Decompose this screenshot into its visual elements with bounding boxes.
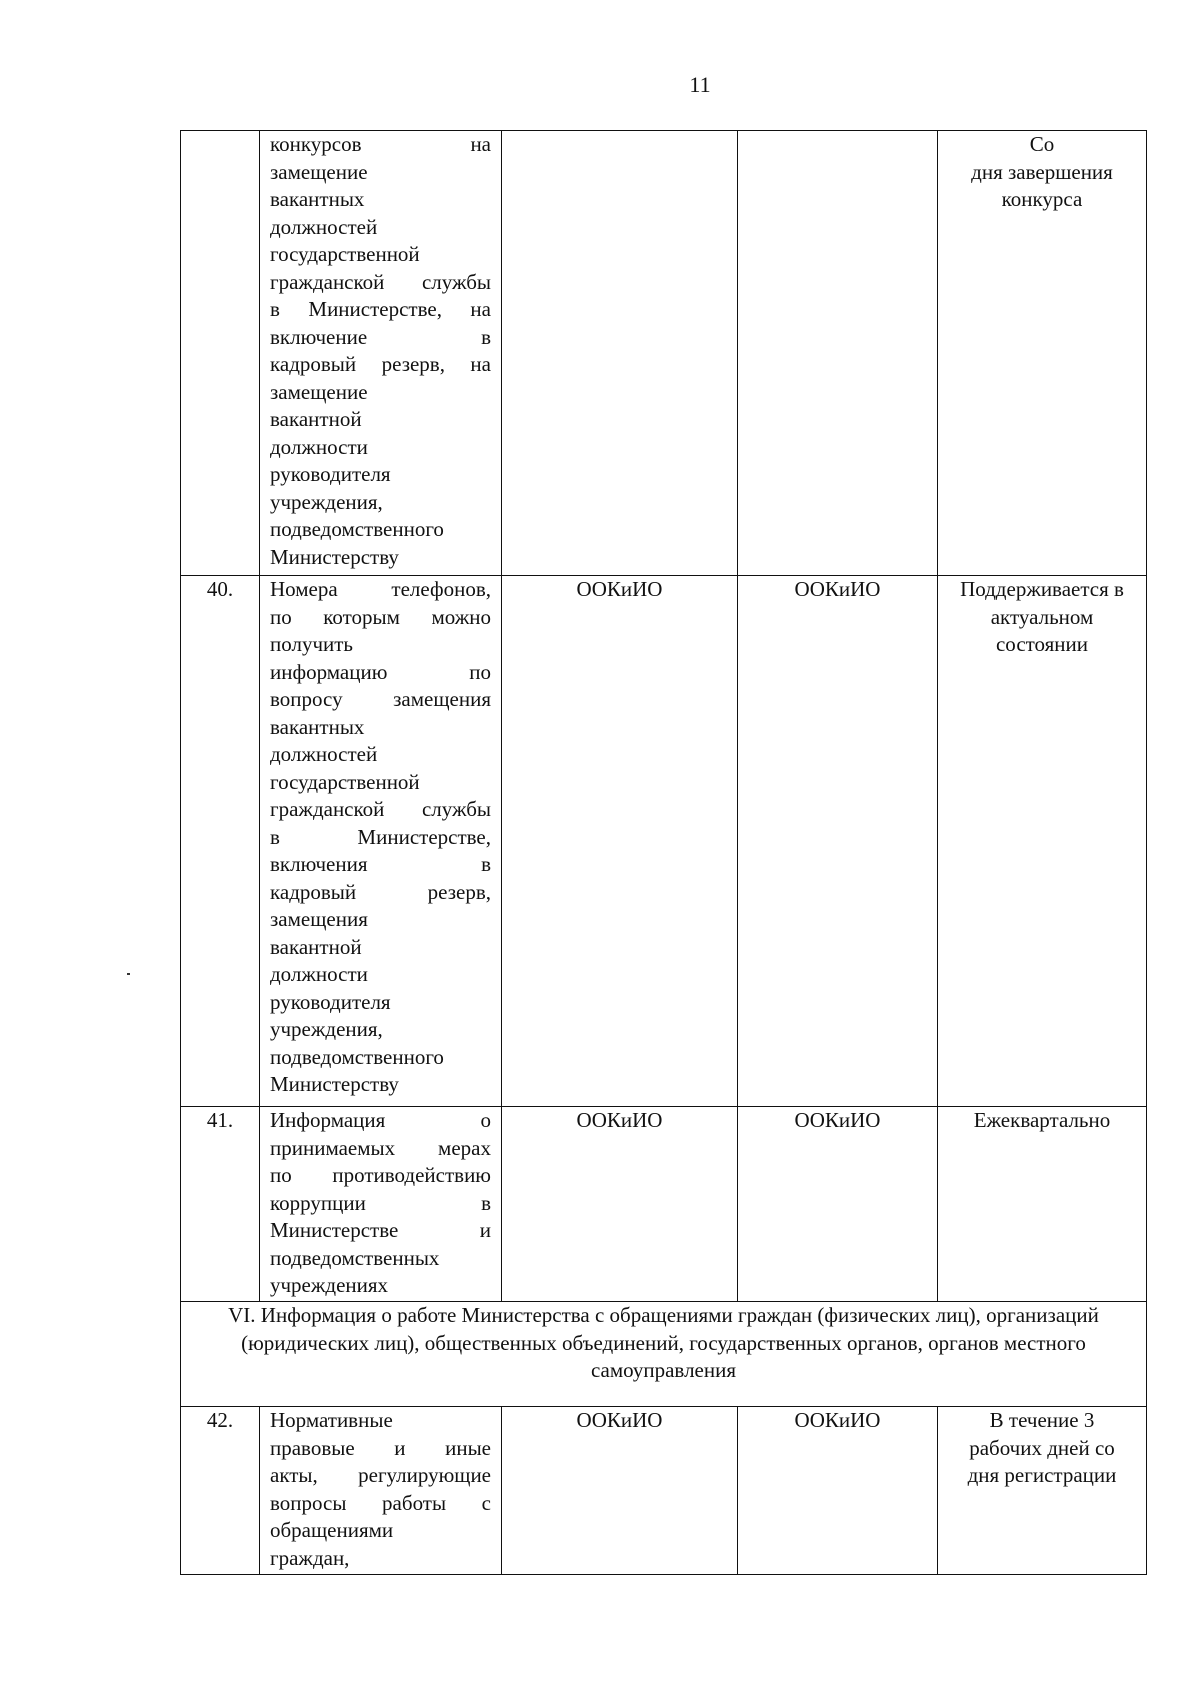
row-term [938, 131, 1147, 576]
description-line: обращениями [270, 1518, 394, 1542]
description-line: вакантных [270, 187, 365, 211]
description-line: Нормативные [270, 1408, 393, 1432]
description-line: Информация о [270, 1108, 491, 1132]
description-line: замещения [270, 907, 368, 931]
description-line: кадровый резерв, на [270, 352, 491, 376]
term-line: конкурса [1001, 187, 1083, 211]
row-term [938, 576, 1147, 1107]
description-line: по противодействию [270, 1163, 491, 1187]
term-line: состоянии [995, 632, 1089, 656]
row-term [938, 1407, 1147, 1575]
description-line: должностей [270, 214, 378, 239]
description-line: граждан, [270, 1545, 350, 1570]
row-controller: ООКиИО [738, 1107, 938, 1302]
description-line: гражданской службы [270, 269, 491, 294]
description-line: в Министерстве, [270, 824, 491, 849]
page-number: 11 [689, 72, 711, 97]
row-term [938, 1107, 1147, 1302]
term-line: актуальном [990, 604, 1094, 629]
row-description [260, 576, 502, 1107]
description-line: в Министерстве, на [270, 297, 491, 321]
description-line: подведомственных [270, 1245, 440, 1270]
row-executor [502, 131, 738, 576]
description-line: замещение [270, 379, 368, 404]
row-description [260, 131, 502, 576]
measures-table [180, 130, 1147, 1575]
description-line: вакантных [270, 714, 365, 739]
description-line: подведомственного [270, 1044, 444, 1069]
row-executor: ООКиИО [502, 576, 738, 1107]
description-line: принимаемых мерах [270, 1135, 491, 1160]
term-line: дня завершения [971, 159, 1113, 184]
description-line: руководителя [270, 989, 391, 1014]
description-line: включение в [270, 324, 491, 349]
row-controller: ООКиИО [738, 1407, 938, 1575]
row-number: 41. [181, 1107, 260, 1302]
description-line: включения в [270, 852, 491, 876]
row-description [260, 1107, 502, 1302]
description-line: Номера телефонов, [270, 577, 491, 601]
row-number [181, 131, 260, 576]
row-number: 40. [181, 576, 260, 1107]
table-row [181, 1107, 1147, 1302]
description-line: государственной [270, 242, 420, 266]
description-line: по которым можно [270, 604, 491, 629]
description-line: вакантной [270, 934, 362, 959]
description-line: вопросу замещения [270, 687, 491, 711]
description-line: Министерству [270, 544, 399, 569]
description-line: учреждения, [270, 489, 383, 514]
row-executor: ООКиИО [502, 1407, 738, 1575]
description-line: конкурсов на [270, 132, 491, 156]
term-line: В течение 3 [989, 1408, 1095, 1432]
description-line: вакантной [270, 407, 362, 431]
row-description [260, 1407, 502, 1575]
description-line: вопросы работы с [270, 1490, 491, 1515]
section-heading: VI. Информация о работе Министерства с обращениями граждан (физических лиц), организаций (юридических лиц), общественных объединений, государственных органов, органов местного самоуправления [181, 1302, 1147, 1407]
description-line: получить [270, 632, 353, 656]
description-line: замещение [270, 159, 368, 184]
description-line: должности [270, 434, 368, 459]
description-line: кадровый резерв, [270, 879, 491, 904]
term-line: дня регистрации [967, 1463, 1117, 1487]
term-line: Ежеквартально [973, 1108, 1111, 1132]
description-line: Министерству [270, 1072, 399, 1096]
row-executor: ООКиИО [502, 1107, 738, 1302]
description-line: учреждениях [270, 1273, 389, 1297]
measures-table-body [181, 131, 1147, 1575]
term-line: Поддерживается в [960, 577, 1124, 601]
description-line: гражданской службы [270, 797, 491, 821]
table-row [181, 1407, 1147, 1575]
row-controller: ООКиИО [738, 576, 938, 1107]
term-line: рабочих дней со [969, 1435, 1115, 1460]
description-line: правовые и иные [270, 1435, 491, 1460]
description-line: акты, регулирующие [270, 1463, 491, 1487]
description-line: Министерстве и [270, 1218, 491, 1242]
section-row [181, 1302, 1147, 1407]
table-row [181, 131, 1147, 576]
table-row [181, 576, 1147, 1107]
description-line: коррупции в [270, 1190, 491, 1215]
description-line: руководителя [270, 462, 391, 486]
scan-speck [127, 973, 130, 975]
description-line: государственной [270, 769, 420, 794]
description-line: должностей [270, 742, 378, 766]
description-line: подведомственного [270, 517, 444, 541]
row-number: 42. [181, 1407, 260, 1575]
description-line: учреждения, [270, 1017, 383, 1041]
row-controller [738, 131, 938, 576]
description-line: информацию по [270, 659, 491, 684]
term-line: Со [1029, 132, 1055, 156]
description-line: должности [270, 962, 368, 986]
